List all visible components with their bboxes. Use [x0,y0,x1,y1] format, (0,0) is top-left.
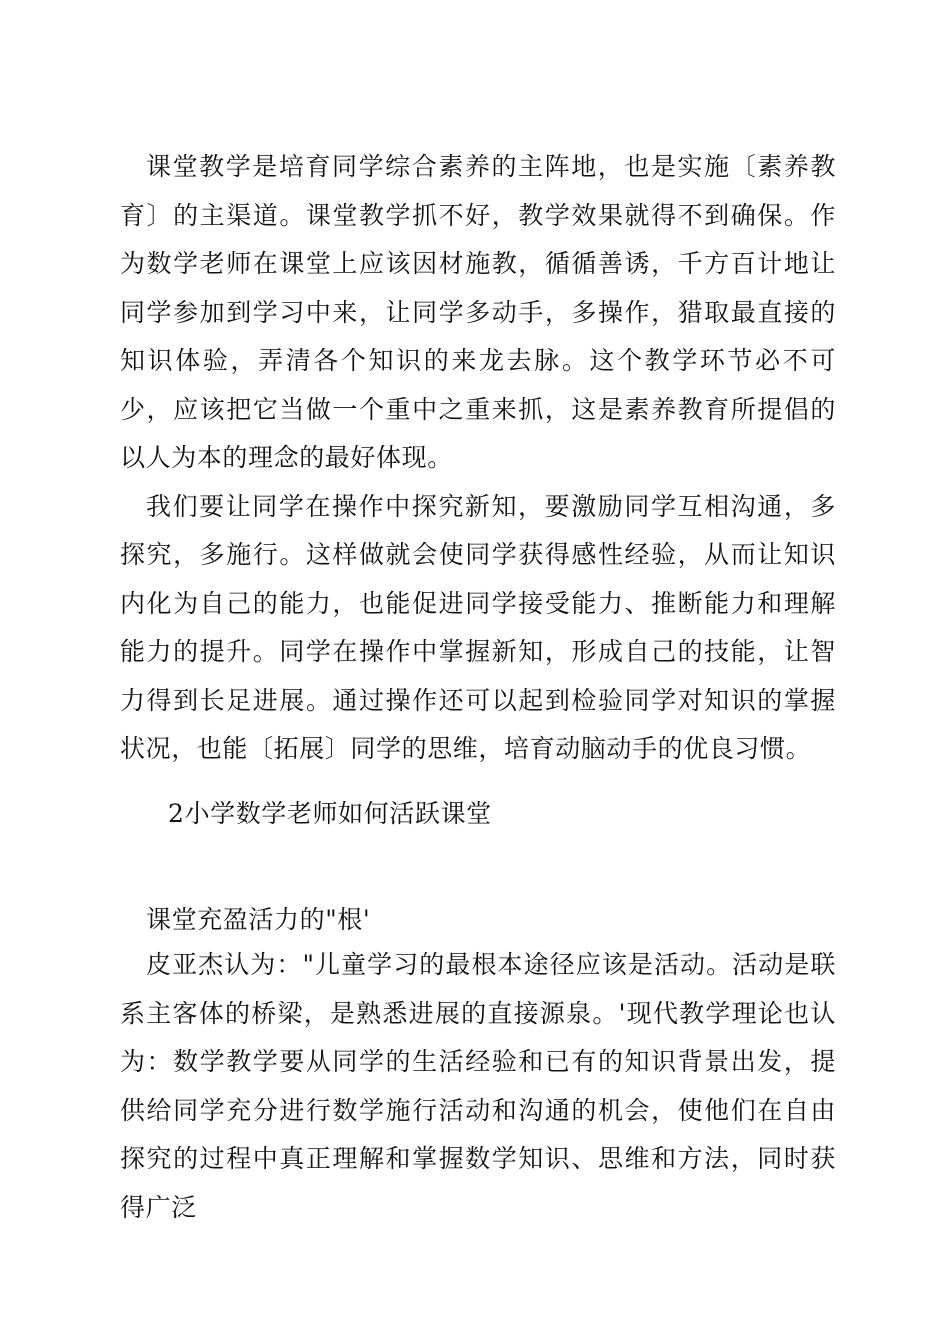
paragraph-2: 我们要让同学在操作中探究新知，要激励同学互相沟通，多探究，多施行。这样做就会使同学获得感性经验，从而让知识内化为自己的能力，也能促进同学接受能力、推断能力和理解能力的提升。同学在操作中掌握新知，形成自己的技能，让智力得到长足进展。通过操作还可以起到检验同学对知识的掌握状况，也能〔拓展〕同学的思维，培育动脑动手的优良习惯。 [120,491,836,763]
subheading: 课堂充盈活力的"根' [146,905,371,934]
body-text-bottom [120,941,836,1232]
body-text-top [120,143,836,774]
paragraph-1: 课堂教学是培育同学综合素养的主阵地，也是实施〔素养教育〕的主渠道。课堂教学抓不好，教学效果就得不到确保。作为数学老师在课堂上应该因材施教，循循善诱，千方百计地让同学参加到学习中来，让同学多动手，多操作，猎取最直接的知识体验，弄清各个知识的来龙去脉。这个教学环节必不可少，应该把它当做一个重中之重来抓，这是素养教育所提倡的以人为本的理念的最好体现。 [120,152,836,472]
section-heading: 2小学数学老师如何活跃课堂 [168,799,492,828]
paragraph-3: 皮亚杰认为："儿童学习的最根本途径应该是活动。活动是联系主客体的桥梁，是熟悉进展的直接源泉。'现代教学理论也认为：数学教学要从同学的生活经验和已有的知识背景出发，提供给同学充分进行数学施行活动和沟通的机会，使他们在自由探究的过程中真正理解和掌握数学知识、思维和方法，同时获得广泛 [120,950,836,1222]
